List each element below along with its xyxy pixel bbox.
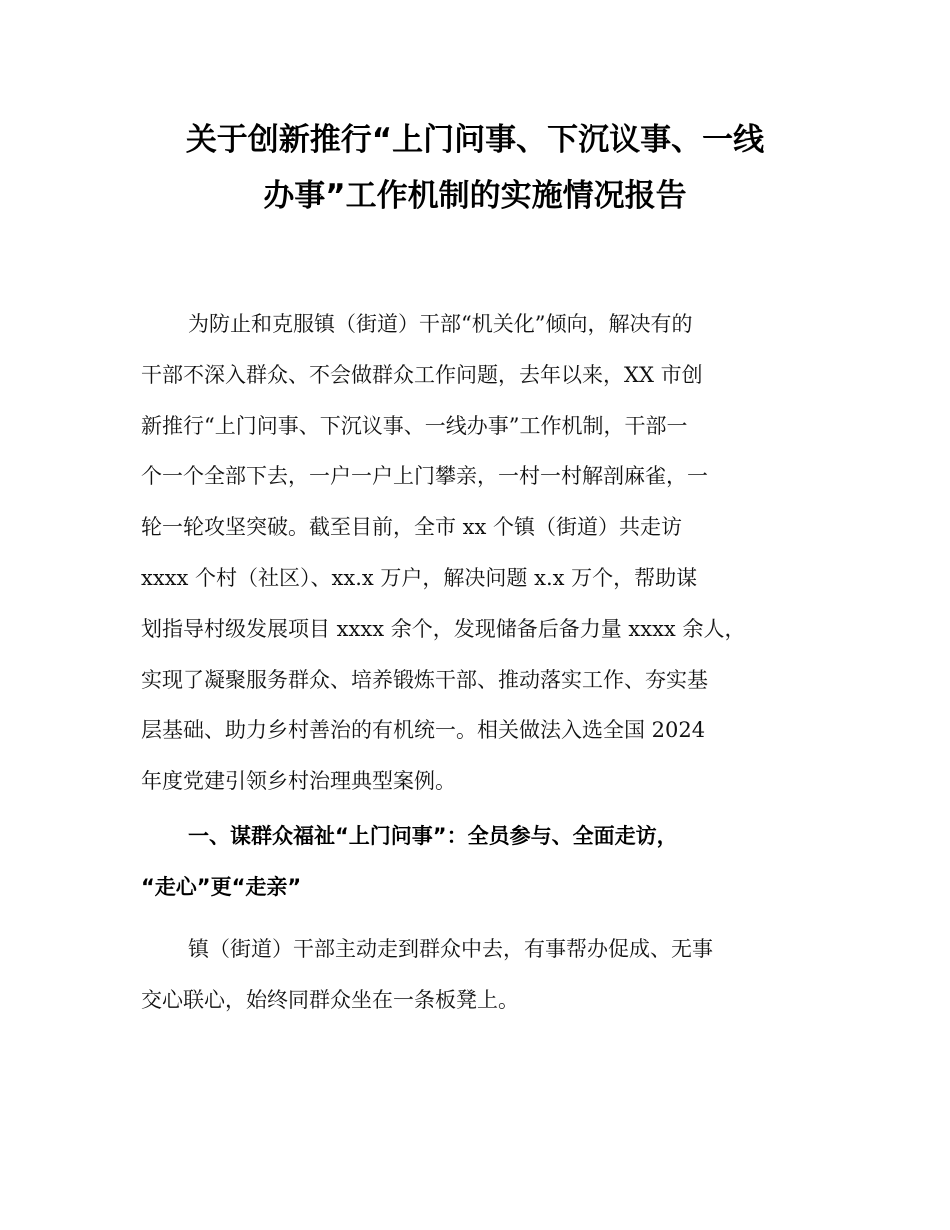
paragraph-line: 实现了凝聚服务群众、培养锻炼干部、推动落实工作、夯实基 bbox=[141, 667, 708, 692]
title-line-1: 关于创新推行“上门问事、下沉议事、一线 bbox=[185, 122, 765, 158]
paragraph-line: 年度党建引领乡村治理典型案例。 bbox=[141, 769, 456, 794]
paragraph-line: 交心联心，始终同群众坐在一条板凳上。 bbox=[141, 987, 519, 1012]
paragraph-line: 轮一轮攻坚突破。截至目前，全市 xx 个镇（街道）共走访 bbox=[141, 515, 683, 540]
heading-line: 一、谋群众福祉“上门问事”：全员参与、全面走访， bbox=[188, 824, 678, 848]
paragraph-line: 新推行“上门问事、下沉议事、一线办事”工作机制，干部一 bbox=[141, 413, 688, 438]
heading-line: “走心”更“走亲” bbox=[141, 875, 302, 899]
title-line-2: 办事”工作机制的实施情况报告 bbox=[263, 178, 687, 214]
document-title bbox=[100, 112, 850, 224]
paragraph-line: 为防止和克服镇（街道）干部“机关化”倾向，解决有的 bbox=[188, 312, 693, 336]
paragraph-line: 划指导村级发展项目 xxxx 余个，发现储备后备力量 xxxx 余人， bbox=[141, 616, 746, 641]
paragraph-line: 个一个全部下去，一户一户上门攀亲，一村一村解剖麻雀，一 bbox=[141, 464, 708, 489]
paragraph-line: 镇（街道）干部主动走到群众中去，有事帮办促成、无事 bbox=[188, 937, 713, 961]
paragraph-line: 层基础、助力乡村善治的有机统一。相关做法入选全国 2024 bbox=[141, 718, 706, 743]
section-heading-1 bbox=[141, 811, 821, 913]
paragraph-section-1 bbox=[141, 924, 816, 1026]
paragraph-line: xxxx 个村（社区）、xx.x 万户，解决问题 x.x 万个，帮助谋 bbox=[141, 565, 698, 590]
paragraph-intro bbox=[141, 299, 816, 807]
paragraph-line: 干部不深入群众、不会做群众工作问题，去年以来，XX 市创 bbox=[141, 362, 703, 387]
